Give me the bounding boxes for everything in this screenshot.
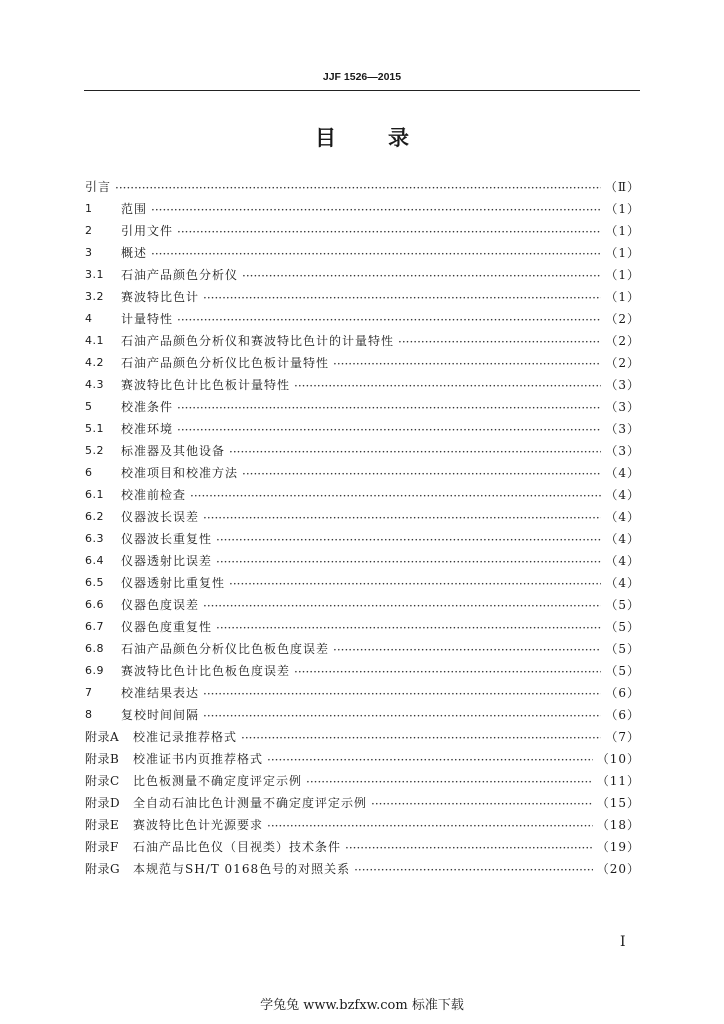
toc-entry-page: （5） <box>605 664 640 678</box>
toc-entry-page: （3） <box>605 422 640 436</box>
page-title <box>0 122 724 152</box>
toc-dot-leader <box>398 331 601 353</box>
toc-entry-page: （5） <box>605 642 640 656</box>
toc-entry-page: （7） <box>605 730 640 744</box>
toc-entry-page: （6） <box>605 708 640 722</box>
toc-entry-page: （1） <box>605 290 640 304</box>
toc-dot-leader <box>203 705 601 727</box>
toc-entry-number: 5.2 <box>85 444 104 457</box>
toc-entry-label: 石油产品颜色分析仪 <box>121 268 239 282</box>
toc-entry-label: 本规范与SH/T 0168色号的对照关系 <box>133 862 351 876</box>
toc-entry-label: 计量特性 <box>121 312 174 326</box>
toc-entry-label: 仪器色度重复性 <box>121 620 213 634</box>
toc-entry[interactable] <box>85 418 640 440</box>
toc-entry-label: 赛波特比色计光源要求 <box>133 818 264 832</box>
toc-entry[interactable] <box>85 572 640 594</box>
toc-entry[interactable] <box>85 462 640 484</box>
toc-entry-number: 5.1 <box>85 422 104 435</box>
toc-entry[interactable] <box>85 638 640 660</box>
toc-entry-number: 附录G <box>85 862 121 876</box>
toc-entry-label: 校准条件 <box>121 400 174 414</box>
toc-dot-leader <box>177 221 601 243</box>
toc-entry-number: 6.2 <box>85 510 104 523</box>
toc-dot-leader <box>216 529 601 551</box>
toc-entry-number: 附录F <box>85 840 119 854</box>
toc-entry[interactable] <box>85 440 640 462</box>
toc-entry-number: 3.2 <box>85 290 104 303</box>
toc-entry-label: 校准记录推荐格式 <box>133 730 238 744</box>
toc-entry-number: 1 <box>85 202 93 215</box>
toc-entry-number: 附录D <box>85 796 121 810</box>
toc-entry-label: 范围 <box>121 202 148 216</box>
toc-entry-label: 仪器透射比重复性 <box>121 576 226 590</box>
toc-entry-number: 附录E <box>85 818 120 832</box>
document-code-header: JJF 1526—2015 <box>322 71 402 83</box>
toc-dot-leader <box>333 639 601 661</box>
toc-entry-label: 仪器透射比误差 <box>121 554 213 568</box>
toc-entry-label: 全自动石油比色计测量不确定度评定示例 <box>133 796 368 810</box>
toc-dot-leader <box>267 749 593 771</box>
header-rule <box>84 90 640 91</box>
toc-entry[interactable] <box>85 506 640 528</box>
toc-dot-leader <box>177 309 601 331</box>
toc-entry-page: （2） <box>605 356 640 370</box>
toc-entry-number: 4.1 <box>85 334 104 347</box>
toc-entry-page: （4） <box>605 466 640 480</box>
table-of-contents <box>85 176 640 880</box>
toc-entry-number: 附录C <box>85 774 120 788</box>
toc-entry[interactable] <box>85 484 640 506</box>
page-number: I <box>620 934 626 950</box>
toc-dot-leader <box>151 243 601 265</box>
toc-entry[interactable] <box>85 594 640 616</box>
toc-entry[interactable] <box>85 264 640 286</box>
toc-dot-leader <box>229 573 601 595</box>
toc-entry-page: （4） <box>605 532 640 546</box>
toc-entry-page: （3） <box>605 378 640 392</box>
toc-dot-leader <box>177 397 601 419</box>
toc-entry-label: 石油产品颜色分析仪比色板色度误差 <box>121 642 330 656</box>
toc-entry-page: （15） <box>596 796 640 810</box>
toc-entry-number: 6.5 <box>85 576 104 589</box>
toc-entry[interactable] <box>85 242 640 264</box>
toc-entry[interactable] <box>85 352 640 374</box>
toc-entry-page: （20） <box>596 862 640 876</box>
toc-entry-label: 校准项目和校准方法 <box>121 466 239 480</box>
toc-entry-page: （3） <box>605 400 640 414</box>
toc-entry-page: （11） <box>596 774 640 788</box>
toc-dot-leader <box>203 595 601 617</box>
toc-dot-leader <box>242 265 601 287</box>
toc-entry-label: 石油产品颜色分析仪和赛波特比色计的计量特性 <box>121 334 395 348</box>
toc-entry[interactable] <box>85 176 640 198</box>
toc-entry[interactable] <box>85 616 640 638</box>
toc-entry-label: 引用文件 <box>121 224 174 238</box>
toc-entry-number: 7 <box>85 686 93 699</box>
toc-entry-page: （4） <box>605 510 640 524</box>
toc-entry-label: 石油产品颜色分析仪比色板计量特性 <box>121 356 330 370</box>
toc-entry-page: （1） <box>605 268 640 282</box>
toc-entry-number: 5 <box>85 400 93 413</box>
toc-entry-number: 6 <box>85 466 93 479</box>
toc-entry-page: （10） <box>596 752 640 766</box>
toc-entry-page: （Ⅱ） <box>604 180 640 194</box>
toc-entry[interactable] <box>85 858 640 880</box>
toc-entry-number: 6.1 <box>85 488 104 501</box>
toc-entry[interactable] <box>85 770 640 792</box>
toc-entry[interactable] <box>85 748 640 770</box>
toc-entry[interactable] <box>85 198 640 220</box>
toc-entry-number: 附录A <box>85 730 120 744</box>
toc-dot-leader <box>345 837 593 859</box>
footer-watermark-text: 学兔兔 www.bzfxw.com 标准下载 <box>260 998 464 1013</box>
toc-dot-leader <box>306 771 593 793</box>
toc-dot-leader <box>216 617 601 639</box>
toc-dot-leader <box>241 727 601 749</box>
toc-entry-page: （4） <box>605 576 640 590</box>
toc-entry-label: 概述 <box>121 246 148 260</box>
toc-entry-page: （4） <box>605 554 640 568</box>
toc-entry-number: 3.1 <box>85 268 104 281</box>
toc-entry-label: 校准证书内页推荐格式 <box>133 752 264 766</box>
toc-entry[interactable] <box>85 814 640 836</box>
toc-dot-leader <box>242 463 601 485</box>
toc-entry-page: （5） <box>605 598 640 612</box>
toc-dot-leader <box>294 661 601 683</box>
toc-entry[interactable] <box>85 704 640 726</box>
toc-entry-label: 校准环境 <box>121 422 174 436</box>
toc-entry-label: 赛波特比色计比色板色度误差 <box>121 664 291 678</box>
toc-entry-label: 比色板测量不确定度评定示例 <box>133 774 303 788</box>
page-title-left: 目 <box>315 126 336 150</box>
toc-entry-label: 校准结果表达 <box>121 686 200 700</box>
toc-entry-label: 引言 <box>85 180 112 194</box>
toc-entry[interactable] <box>85 682 640 704</box>
toc-entry-label: 仪器波长误差 <box>121 510 200 524</box>
toc-entry-label: 仪器色度误差 <box>121 598 200 612</box>
toc-entry[interactable] <box>85 220 640 242</box>
toc-dot-leader <box>151 199 601 221</box>
toc-entry-number: 6.4 <box>85 554 104 567</box>
toc-entry[interactable] <box>85 550 640 572</box>
toc-dot-leader <box>203 683 601 705</box>
toc-entry-label: 校准前检查 <box>121 488 187 502</box>
toc-entry-label: 石油产品比色仪（目视类）技术条件 <box>133 840 342 854</box>
toc-entry-page: （1） <box>605 224 640 238</box>
toc-entry[interactable] <box>85 308 640 330</box>
toc-entry-page: （2） <box>605 312 640 326</box>
toc-entry-number: 4 <box>85 312 93 325</box>
toc-dot-leader <box>115 177 601 199</box>
toc-entry[interactable] <box>85 528 640 550</box>
toc-entry-page: （1） <box>605 202 640 216</box>
toc-dot-leader <box>371 793 593 815</box>
toc-entry-page: （5） <box>605 620 640 634</box>
toc-entry-number: 附录B <box>85 752 120 766</box>
toc-entry-number: 3 <box>85 246 93 259</box>
toc-dot-leader <box>190 485 601 507</box>
toc-dot-leader <box>203 287 601 309</box>
toc-entry-page: （2） <box>605 334 640 348</box>
page-title-right: 录 <box>388 126 409 150</box>
toc-dot-leader <box>177 419 601 441</box>
toc-dot-leader <box>203 507 601 529</box>
toc-entry-number: 6.7 <box>85 620 104 633</box>
toc-entry[interactable] <box>85 374 640 396</box>
toc-entry-number: 6.9 <box>85 664 104 677</box>
toc-entry[interactable] <box>85 396 640 418</box>
toc-entry-page: （4） <box>605 488 640 502</box>
toc-dot-leader <box>216 551 601 573</box>
toc-entry-label: 赛波特比色计比色板计量特性 <box>121 378 291 392</box>
toc-entry-number: 6.3 <box>85 532 104 545</box>
toc-entry[interactable] <box>85 286 640 308</box>
toc-entry-page: （3） <box>605 444 640 458</box>
toc-entry-number: 6.8 <box>85 642 104 655</box>
toc-dot-leader <box>267 815 593 837</box>
toc-entry-number: 4.3 <box>85 378 104 391</box>
toc-dot-leader <box>333 353 601 375</box>
toc-entry[interactable] <box>85 792 640 814</box>
toc-entry[interactable] <box>85 726 640 748</box>
toc-entry-number: 8 <box>85 708 93 721</box>
toc-entry-number: 6.6 <box>85 598 104 611</box>
toc-entry-page: （19） <box>596 840 640 854</box>
toc-entry-label: 复校时间间隔 <box>121 708 200 722</box>
toc-entry-page: （1） <box>605 246 640 260</box>
toc-dot-leader <box>229 441 601 463</box>
toc-entry-number: 2 <box>85 224 93 237</box>
toc-entry-label: 标准器及其他设备 <box>121 444 226 458</box>
toc-entry-label: 仪器波长重复性 <box>121 532 213 546</box>
toc-entry-label: 赛波特比色计 <box>121 290 200 304</box>
toc-entry[interactable] <box>85 660 640 682</box>
toc-entry[interactable] <box>85 330 640 352</box>
toc-entry[interactable] <box>85 836 640 858</box>
toc-entry-page: （18） <box>596 818 640 832</box>
toc-entry-number: 4.2 <box>85 356 104 369</box>
toc-entry-page: （6） <box>605 686 640 700</box>
toc-dot-leader <box>294 375 601 397</box>
toc-dot-leader <box>354 859 593 881</box>
